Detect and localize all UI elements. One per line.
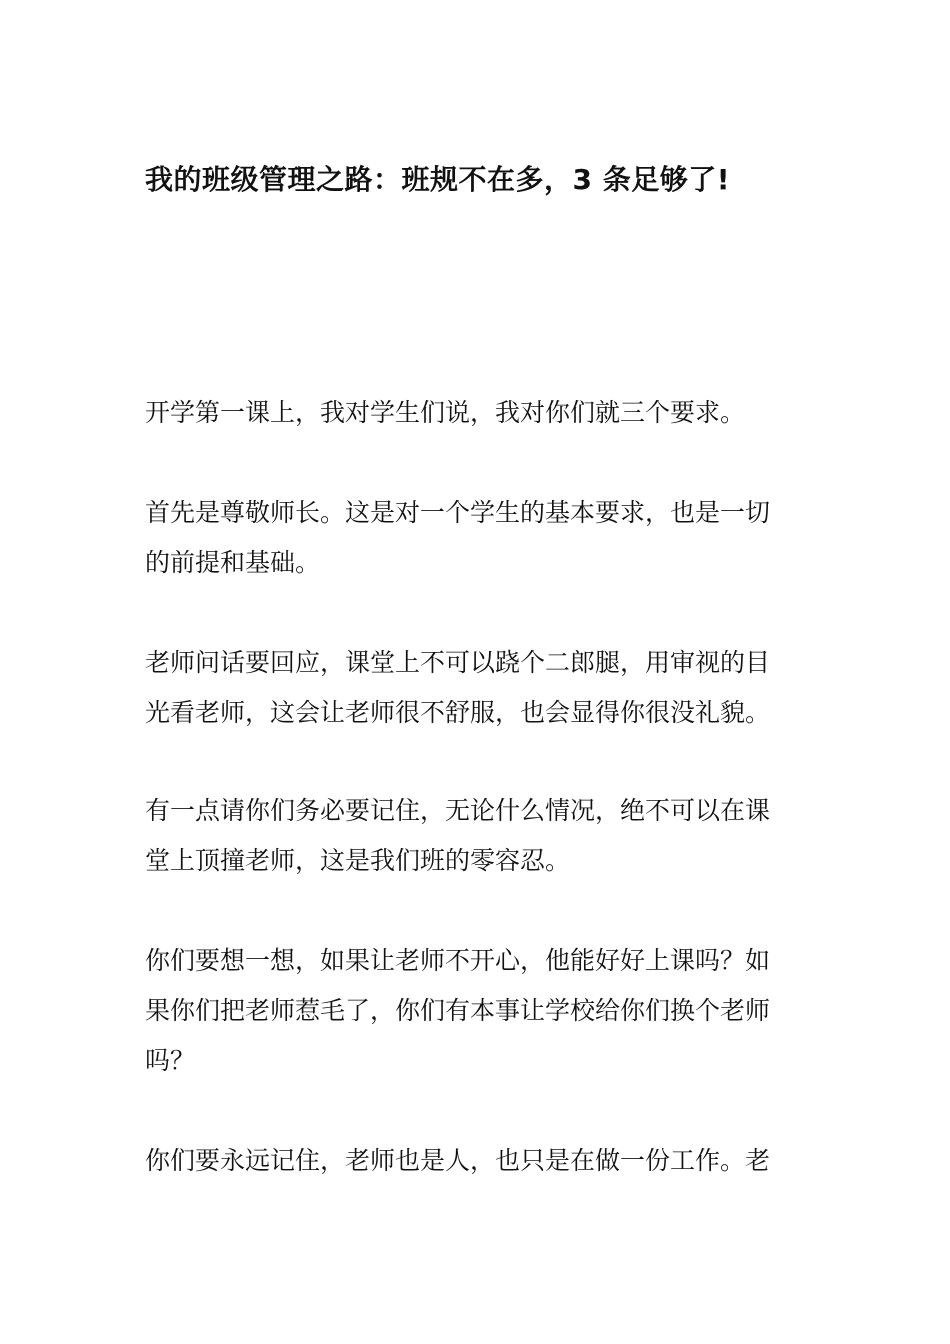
- paragraph-line: 堂上顶撞老师，这是我们班的零容忍。: [145, 846, 571, 875]
- paragraph-line: 吗？: [145, 1046, 196, 1075]
- paragraph-1: [145, 388, 810, 438]
- article-title: 我的班级管理之路：班规不在多，3 条足够了!: [145, 163, 731, 196]
- paragraph-5: [145, 936, 810, 1086]
- paragraph-6: [145, 1136, 810, 1186]
- paragraph-3: [145, 638, 810, 738]
- paragraph-line: 果你们把老师惹毛了，你们有本事让学校给你们换个老师: [145, 996, 771, 1025]
- paragraph-line: 开学第一课上，我对学生们说，我对你们就三个要求。: [145, 398, 746, 427]
- paragraph-line: 的前提和基础。: [145, 548, 321, 577]
- paragraph-4: [145, 786, 810, 886]
- paragraph-line: 有一点请你们务必要记住，无论什么情况，绝不可以在课: [145, 796, 771, 825]
- paragraph-line: 老师问话要回应，课堂上不可以跷个二郎腿，用审视的目: [145, 648, 771, 677]
- paragraph-line: 首先是尊敬师长。这是对一个学生的基本要求，也是一切: [145, 498, 771, 527]
- paragraph-line: 你们要永远记住，老师也是人，也只是在做一份工作。老: [145, 1146, 771, 1175]
- paragraph-2: [145, 488, 810, 588]
- paragraph-line: 你们要想一想，如果让老师不开心，他能好好上课吗？如: [145, 946, 771, 975]
- paragraph-line: 光看老师，这会让老师很不舒服，也会显得你很没礼貌。: [145, 698, 771, 727]
